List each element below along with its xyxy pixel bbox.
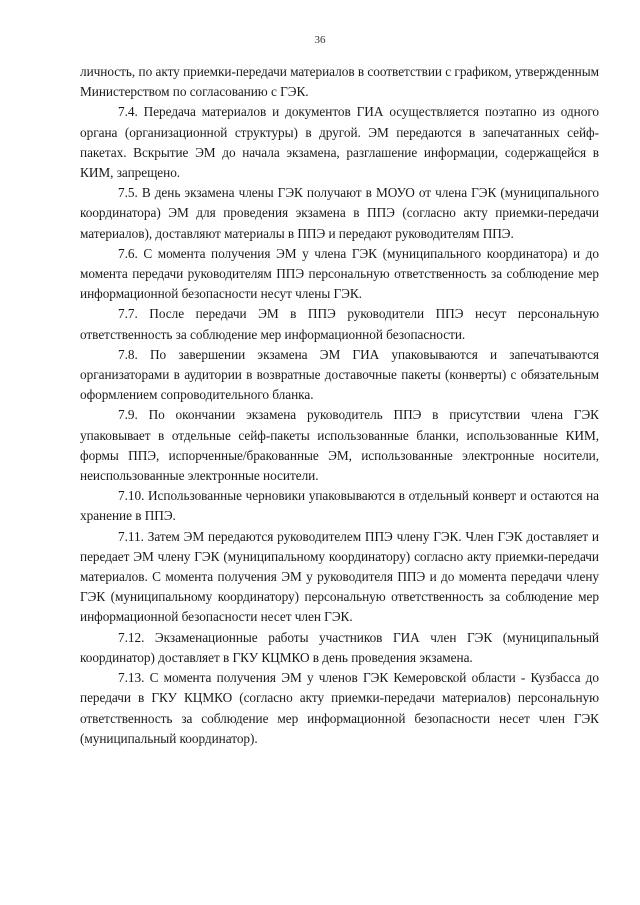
paragraph-7-10: 7.10. Использованные черновики упаковываются в отдельный конверт и остаются на хранение в ППЭ. [80,488,599,524]
paragraph-7-7: 7.7. После передачи ЭМ в ППЭ руководители ППЭ несут персональную ответственность за соблюдение мер информационной безопасности. [80,306,599,342]
document-body [80,62,599,749]
paragraph-7-4: 7.4. Передача материалов и документов ГИА осуществляется поэтапно из одного органа (организационной структуры) в другой. ЭМ передаются в запечатанных сейф-пакетах. Вскрытие ЭМ до начала экзамена, разглашение информации, содержащейся в КИМ, запрещено. [80,104,599,181]
page-number: 36 [314,34,326,46]
paragraph-continuation: личность, по акту приемки-передачи материалов в соответствии с графиком, утвержденным Министерством по согласованию с ГЭК. [80,64,599,100]
paragraph-7-9: 7.9. По окончании экзамена руководитель ППЭ в присутствии члена ГЭК упаковывает в отдельные сейф-пакеты использованные бланки, использованные КИМ, формы ППЭ, испорченные/бракованные ЭМ, использованные электронные носители, неиспользованные электронные носители. [80,407,599,484]
paragraph-7-8: 7.8. По завершении экзамена ЭМ ГИА упаковываются и запечатываются организаторами в аудитории в возвратные доставочные пакеты (конверты) с обязательным оформлением сопроводительного бланка. [80,346,599,403]
paragraph-7-6: 7.6. С момента получения ЭМ у члена ГЭК (муниципального координатора) и до момента передачи руководителям ППЭ персональную ответственность за соблюдение мер информационной безопасности несут члены ГЭК. [80,245,599,302]
paragraph-7-5: 7.5. В день экзамена члены ГЭК получают в МОУО от члена ГЭК (муниципального координатора) ЭМ для проведения экзамена в ППЭ (согласно акту приемки-передачи материалов), доставляют материалы в ППЭ и передают руководителям ППЭ. [80,185,599,241]
paragraph-7-12: 7.12. Экзаменационные работы участников ГИА член ГЭК (муниципальный координатор) доставляет в ГКУ КЦМКО в день проведения экзамена. [80,629,599,665]
paragraph-7-13: 7.13. С момента получения ЭМ у членов ГЭК Кемеровской области - Кузбасса до передачи в ГКУ КЦМКО (согласно акту приемки-передачи материалов) персональную ответственность за соблюдение мер информационной безопасности несет член ГЭК (муниципальный координатор). [80,670,599,746]
paragraph-7-11: 7.11. Затем ЭМ передаются руководителем ППЭ члену ГЭК. Член ГЭК доставляет и передает ЭМ члену ГЭК (муниципальному координатору) согласно акту приемки-передачи материалов. С момента получения ЭМ у руководителя ППЭ и до момента передачи члену ГЭК (муниципальному координатору) персональную ответственность за соблюдение мер информационной безопасности несет член ГЭК. [80,528,599,625]
